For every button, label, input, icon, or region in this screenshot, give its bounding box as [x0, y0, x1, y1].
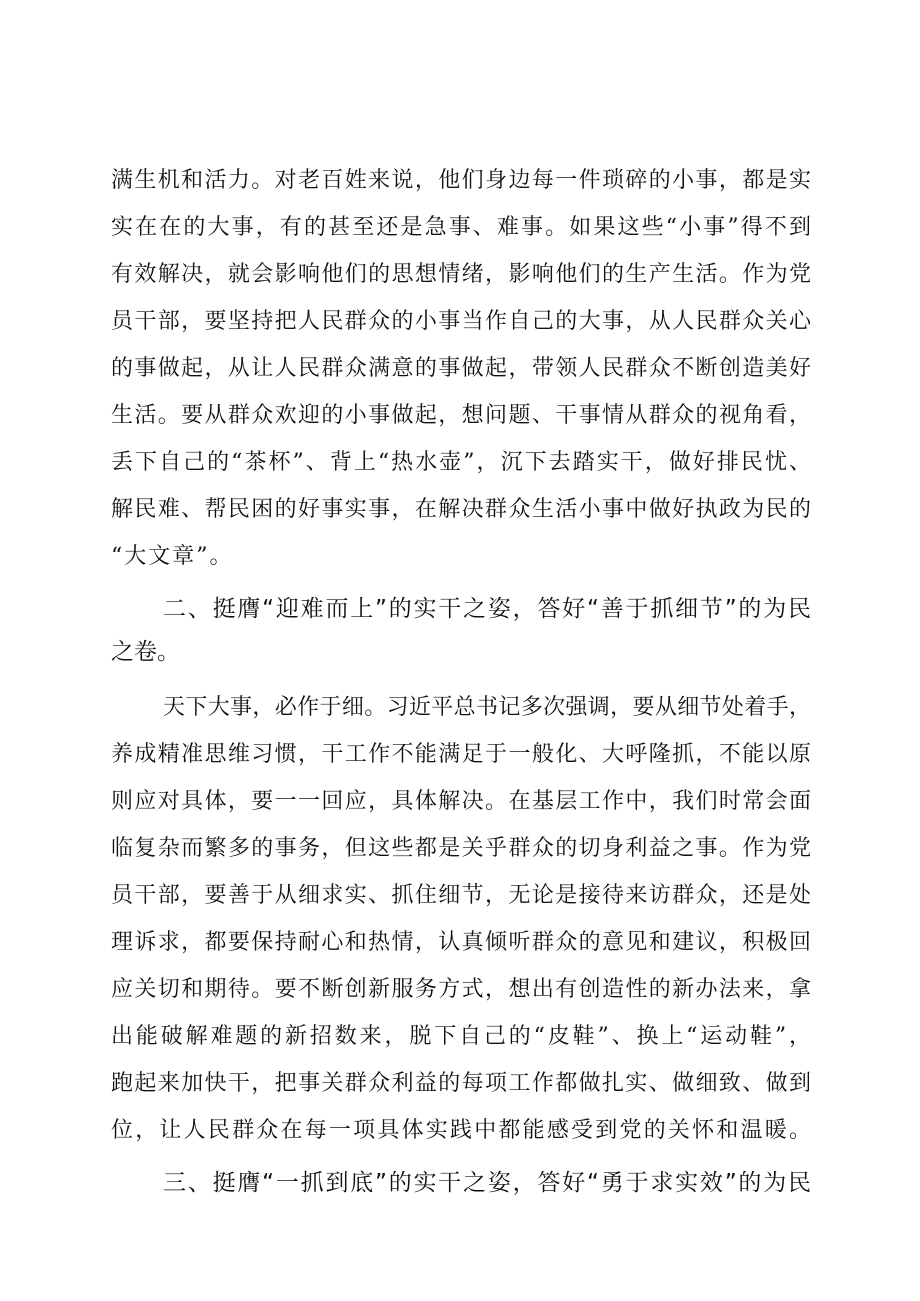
text-line: 理诉求，都要保持耐心和热情，认真倾听群众的意见和建议，积极回	[111, 930, 811, 955]
text-line: 丢下自己的“茶杯”、背上“热水壶”，沉下去踏实干，做好排民忧、	[111, 450, 811, 475]
text-line: 位，让人民群众在每一项具体实践中都能感受到党的关怀和温暖。	[111, 1118, 811, 1143]
document-body	[111, 157, 811, 1205]
heading-line: 三、挺膺“一抓到底”的实干之姿，答好“勇于求实效”的为民	[163, 1170, 811, 1196]
text-line: 养成精准思维习惯，干工作不能满足于一般化、大呼隆抓，不能以原	[111, 742, 811, 767]
text-line: 实在在的大事，有的甚至还是急事、难事。如果这些“小事”得不到	[111, 215, 811, 240]
text-line: 应关切和期待。要不断创新服务方式，想出有创造性的新办法来，拿	[111, 977, 811, 1002]
text-line: 员干部，要善于从细求实、抓住细节，无论是接待来访群众，还是处	[111, 883, 811, 908]
text-line: 员干部，要坚持把人民群众的小事当作自己的大事，从人民群众关心	[111, 309, 811, 334]
paragraph-one	[111, 157, 811, 580]
text-line: 生活。要从群众欢迎的小事做起，想问题、干事情从群众的视角看，	[111, 403, 811, 428]
text-line: 临复杂而繁多的事务，但这些都是关乎群众的切身利益之事。作为党	[111, 836, 811, 861]
text-line: 解民难、帮民困的好事实事，在解决群众生活小事中做好执政为民的	[111, 497, 811, 522]
section-heading-three	[111, 1162, 811, 1205]
heading-line: 之卷。	[111, 639, 180, 665]
text-line: 则应对具体，要一一回应，具体解决。在基层工作中，我们时常会面	[111, 789, 811, 814]
text-line: 出能破解难题的新招数来，脱下自己的“皮鞋”、换上“运动鞋”，	[111, 1024, 811, 1049]
heading-line: 二、挺膺“迎难而上”的实干之姿，答好“善于抓细节”的为民	[163, 596, 811, 622]
section-heading-two	[111, 588, 811, 674]
text-line: 满生机和活力。对老百姓来说，他们身边每一件琐碎的小事，都是实	[111, 168, 811, 193]
text-line: 有效解决，就会影响他们的思想情绪，影响他们的生产生活。作为党	[111, 262, 811, 287]
text-line: “大文章”。	[111, 544, 234, 569]
text-line: 跑起来加快干，把事关群众利益的每项工作都做扎实、做细致、做到	[111, 1071, 811, 1096]
paragraph-two	[111, 684, 811, 1154]
text-line: 的事做起，从让人民群众满意的事做起，带领人民群众不断创造美好	[111, 356, 811, 381]
text-line: 天下大事，必作于细。习近平总书记多次强调，要从细节处着手，	[163, 695, 811, 720]
